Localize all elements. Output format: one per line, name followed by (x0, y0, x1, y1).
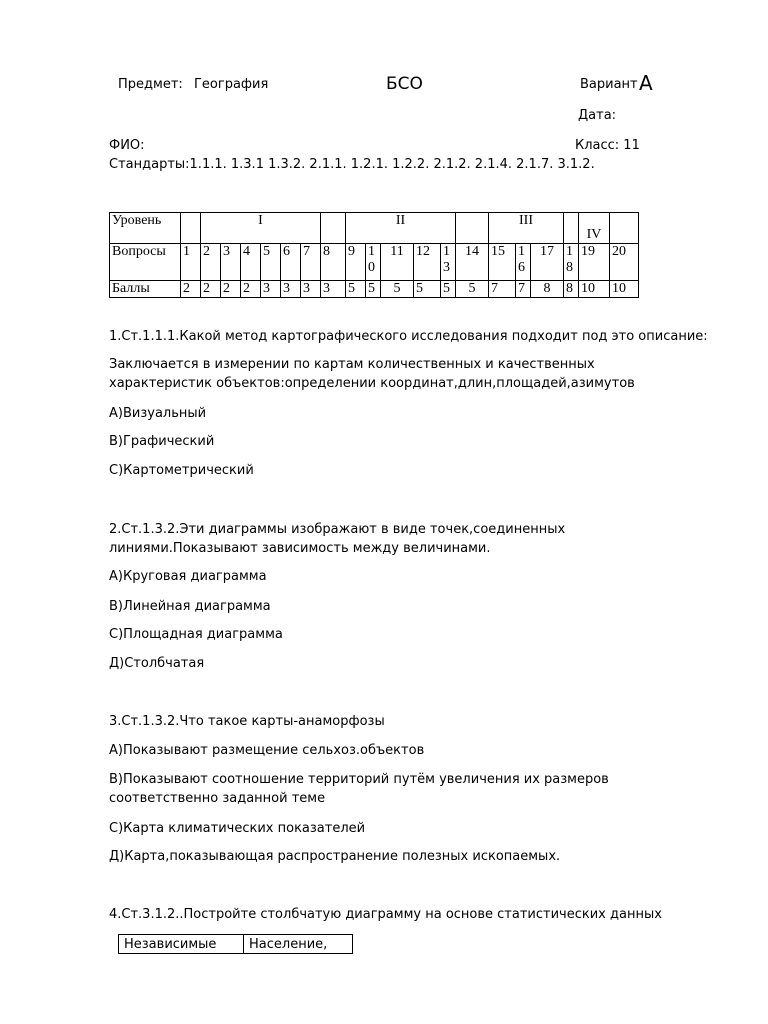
stat-header-population: Население, (244, 935, 353, 954)
subject-label: Предмет: (118, 77, 183, 92)
question-2-option-c: С)Площадная диаграмма (109, 627, 283, 642)
points-row (110, 281, 639, 298)
points-value: 5 (441, 281, 456, 298)
question-number: 17 (531, 244, 564, 281)
question-number: 16 (516, 244, 531, 281)
class-label: Класс: 11 (575, 138, 640, 153)
level-cell-empty (610, 213, 639, 244)
variant-label: Вариант (580, 77, 638, 92)
question-number: 18 (564, 244, 579, 281)
level-cell-empty (321, 213, 346, 244)
points-value: 10 (579, 281, 610, 298)
levels-row (110, 213, 639, 244)
question-3-option-d: Д)Карта,показывающая распространение полезных ископаемых. (109, 849, 561, 864)
points-value: 10 (610, 281, 639, 298)
question-number: 4 (241, 244, 261, 281)
date-label: Дата: (578, 108, 617, 123)
question-number: 10 (366, 244, 381, 281)
level-cell: III (489, 213, 564, 244)
question-3-option-b: В)Показывают соотношение территорий путём увеличения их размеров соответственно заданной теме (109, 772, 609, 806)
subject-value: География (194, 77, 269, 92)
question-1-title: 1.Ст.1.1.1.Какой метод картографического исследования подходит под это описание: (109, 329, 708, 344)
question-number: 7 (301, 244, 321, 281)
question-number: 15 (489, 244, 516, 281)
table-row (119, 935, 353, 954)
standards-line: Стандарты:1.1.1. 1.3.1 1.3.2. 2.1.1. 1.2.1. 1.2.2. 2.1.2. 2.1.4. 2.1.7. 3.1.2. (109, 157, 595, 172)
question-number: 13 (441, 244, 456, 281)
points-value: 3 (281, 281, 301, 298)
question-number: 9 (346, 244, 366, 281)
question-3-option-a: А)Показывают размещение сельхоз.объектов (109, 743, 425, 758)
statistics-table (118, 934, 353, 954)
questions-row (110, 244, 639, 281)
question-number: 8 (321, 244, 346, 281)
level-cell-empty (181, 213, 201, 244)
points-value: 2 (181, 281, 201, 298)
question-2-option-a: А)Круговая диаграмма (109, 569, 267, 584)
points-value: 8 (531, 281, 564, 298)
fio-label: ФИО: (109, 138, 145, 153)
question-number: 19 (579, 244, 610, 281)
points-value: 2 (241, 281, 261, 298)
points-value: 5 (366, 281, 381, 298)
level-cell: I (201, 213, 321, 244)
level-cell: IV (579, 213, 610, 244)
question-number: 6 (281, 244, 301, 281)
form-title: БСО (386, 74, 423, 94)
question-number: 3 (221, 244, 241, 281)
level-cell-empty (564, 213, 579, 244)
points-value: 2 (201, 281, 221, 298)
points-value: 3 (261, 281, 281, 298)
points-value: 5 (456, 281, 489, 298)
points-row-label: Баллы (110, 281, 181, 298)
question-1-option-a: А)Визуальный (109, 406, 207, 421)
points-value: 5 (381, 281, 414, 298)
question-number: 5 (261, 244, 281, 281)
level-row-label: Уровень (110, 213, 181, 244)
question-number: 11 (381, 244, 414, 281)
question-3-option-c: С)Карта климатических показателей (109, 821, 366, 836)
points-value: 5 (414, 281, 441, 298)
question-number: 12 (414, 244, 441, 281)
variant-value: А (639, 71, 653, 95)
question-2-title: 2.Ст.1.3.2.Эти диаграммы изображают в виде точек,соединенных линиями.Показывают зависимость между величинами. (109, 522, 566, 556)
question-3-title: 3.Ст.1.3.2.Что такое карты-анаморфозы (109, 714, 385, 729)
points-value: 3 (321, 281, 346, 298)
questions-row-label: Вопросы (110, 244, 181, 281)
level-cell-empty (456, 213, 489, 244)
stat-header-countries: Независимые (119, 935, 244, 954)
points-value: 7 (489, 281, 516, 298)
question-1-body: Заключается в измерении по картам количественных и качественных характеристик объектов:определении координат,длин,площадей,азимутов (109, 357, 635, 391)
points-value: 2 (221, 281, 241, 298)
points-value: 3 (301, 281, 321, 298)
question-2-option-b: В)Линейная диаграмма (109, 599, 271, 614)
question-2-option-d: Д)Столбчатая (109, 656, 205, 671)
question-number: 2 (201, 244, 221, 281)
question-number: 20 (610, 244, 639, 281)
question-1-option-c: С)Картометрический (109, 463, 254, 478)
points-value: 5 (346, 281, 366, 298)
levels-table (109, 212, 639, 298)
points-value: 8 (564, 281, 579, 298)
level-cell: II (346, 213, 456, 244)
question-number: 14 (456, 244, 489, 281)
points-value: 7 (516, 281, 531, 298)
question-1-option-b: В)Графический (109, 434, 215, 449)
question-number: 1 (181, 244, 201, 281)
question-4-title: 4.Ст.3.1.2..Постройте столбчатую диаграмму на основе статистических данных (109, 907, 662, 922)
